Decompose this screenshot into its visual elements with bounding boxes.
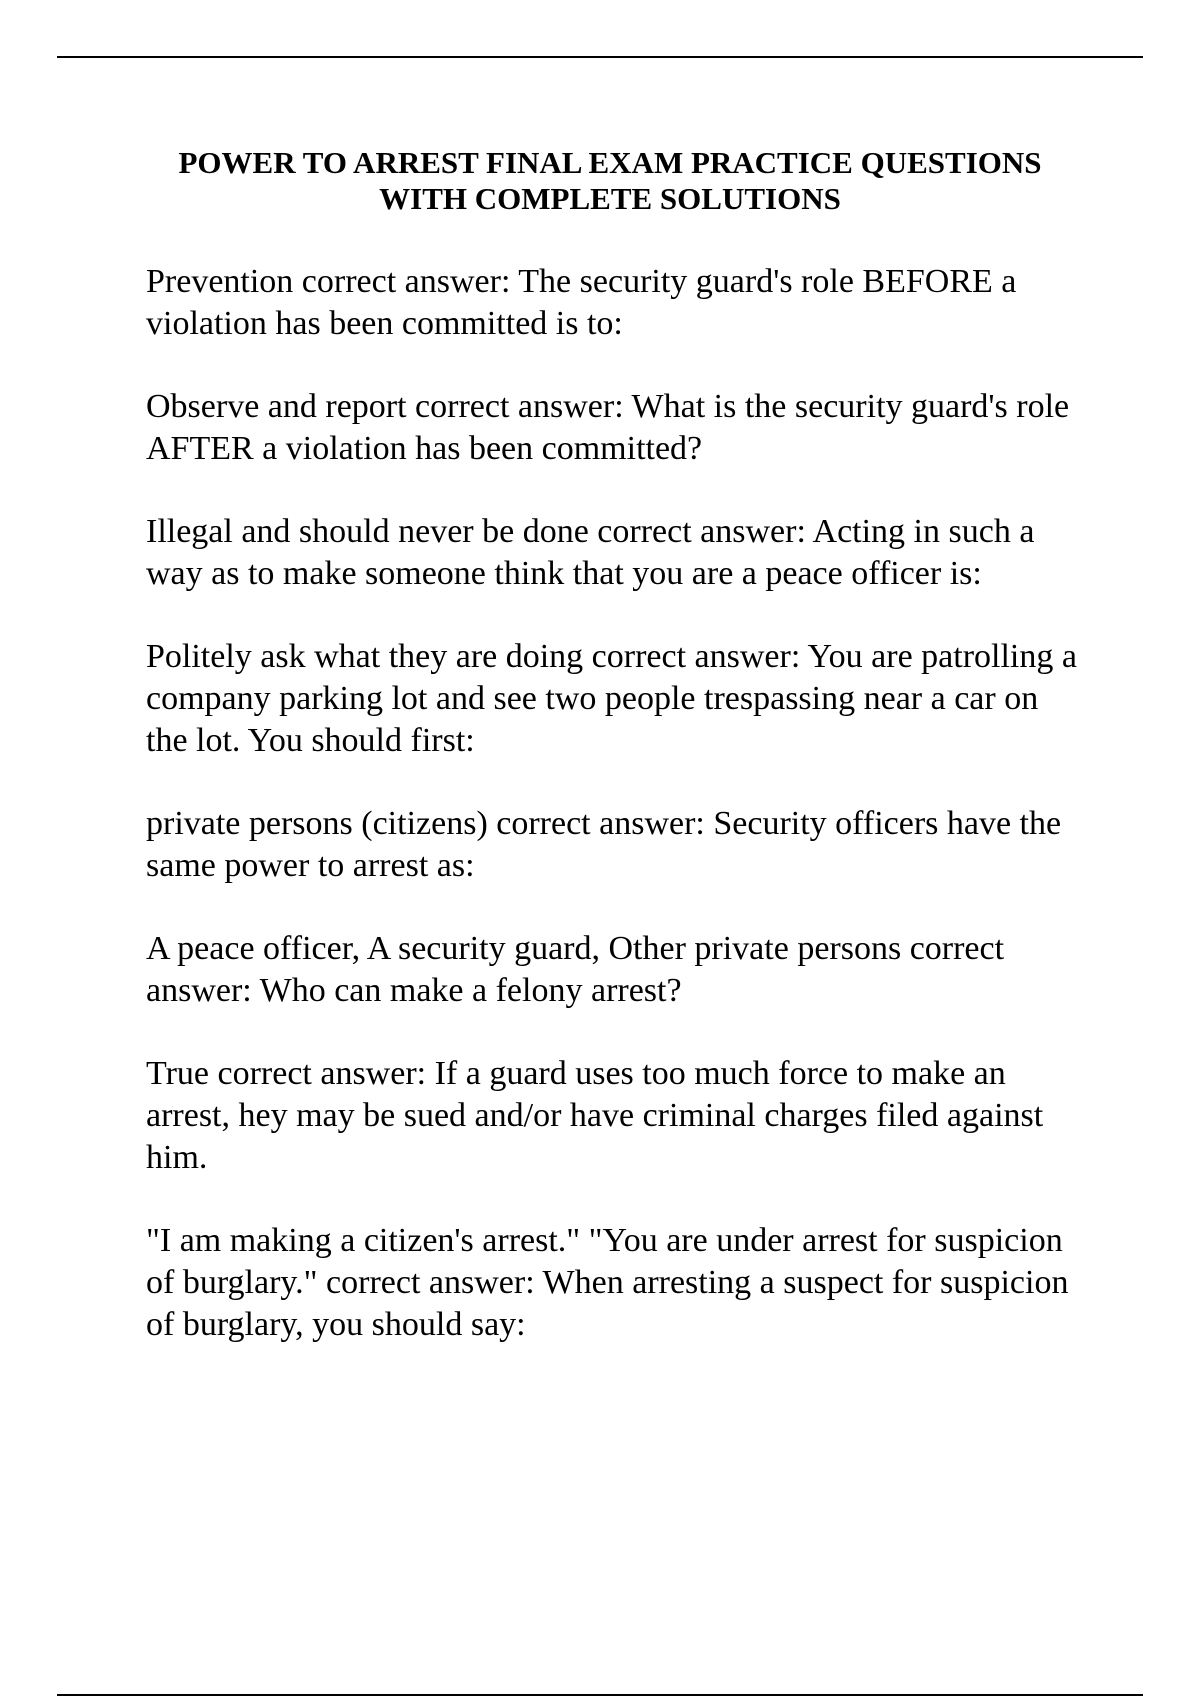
qa-item: A peace officer, A security guard, Other private persons correct answer: Who can make a felony arrest? bbox=[146, 930, 1005, 1009]
top-divider bbox=[57, 56, 1143, 58]
qa-item: private persons (citizens) correct answer: Security officers have the same power to arrest as: bbox=[146, 805, 1062, 884]
qa-list bbox=[146, 261, 1086, 1387]
page-title bbox=[146, 145, 1074, 217]
qa-item: Prevention correct answer: The security guard's role BEFORE a violation has been committed is to: bbox=[146, 263, 1017, 342]
qa-item: "I am making a citizen's arrest." "You are under arrest for suspicion of burglary." correct answer: When arresting a suspect for suspicion of burglary, you should say: bbox=[146, 1222, 1069, 1343]
qa-item: Observe and report correct answer: What is the security guard's role AFTER a violation has been committed? bbox=[146, 388, 1070, 467]
qa-item: Illegal and should never be done correct answer: Acting in such a way as to make someone think that you are a peace officer is: bbox=[146, 513, 1035, 592]
qa-item: True correct answer: If a guard uses too much force to make an arrest, hey may be sued and/or have criminal charges filed against him. bbox=[146, 1055, 1044, 1176]
bottom-divider bbox=[57, 1694, 1143, 1696]
title-line-1: POWER TO ARREST FINAL EXAM PRACTICE QUESTIONS bbox=[178, 145, 1042, 180]
qa-item: Politely ask what they are doing correct answer: You are patrolling a company parking lot and see two people trespassing near a car on the lot. You should first: bbox=[146, 638, 1077, 759]
title-line-2: WITH COMPLETE SOLUTIONS bbox=[379, 181, 841, 216]
